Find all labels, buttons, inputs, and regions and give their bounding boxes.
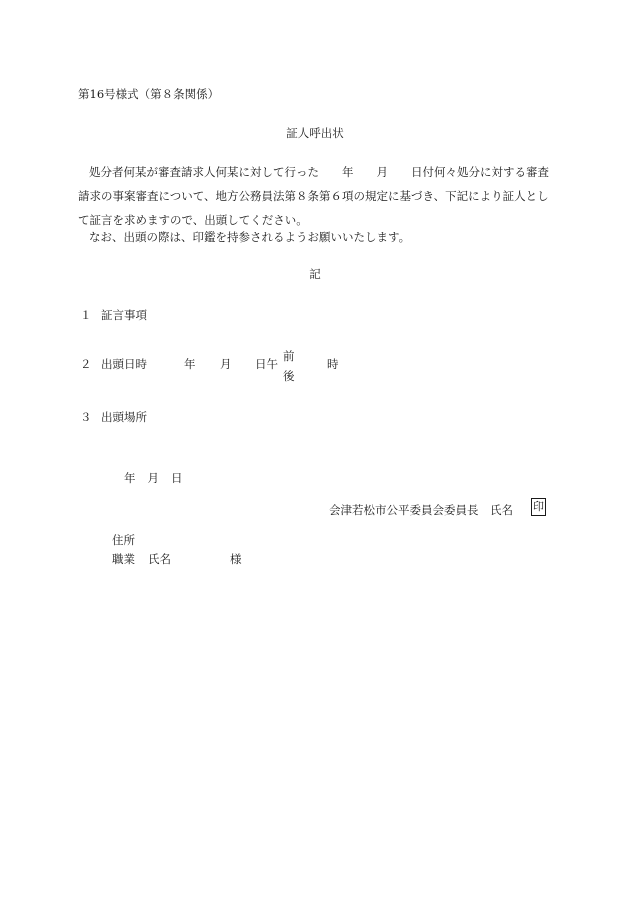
issue-month: 月 — [147, 471, 159, 485]
appearance-year: 年 — [184, 357, 196, 371]
seal-box: 印 — [531, 498, 546, 516]
body-paragraph-1: 処分者何某が審査請求人何某に対して行った 年 月 日付何々処分に対する審査請求の事案審査について、地方公務員法第８条第６項の規定に基づき、下記により証人として証言を求めますので、出頭してください。 — [78, 165, 549, 227]
form-number: 第16号様式（第８条関係） — [78, 87, 220, 101]
item-1-label: 証言事項 — [101, 308, 147, 322]
appearance-hour: 時 — [327, 357, 339, 371]
item-3-label: 出頭場所 — [101, 410, 147, 424]
ki-heading: 記 — [309, 267, 321, 281]
issuer-name: 会津若松市公平委員会委員長 氏名 — [329, 503, 513, 517]
item-3-number: ３ — [80, 410, 92, 424]
item-2-number: ２ — [80, 357, 92, 371]
am-option: 前 — [283, 349, 295, 363]
recipient-name-label: 氏名 — [148, 552, 171, 566]
pm-option: 後 — [283, 369, 295, 383]
issue-year: 年 — [124, 471, 136, 485]
body-paragraph-2: なお、出頭の際は、印鑑を持参されるようお願いいたします。 — [89, 230, 411, 244]
item-2-label: 出頭日時 — [101, 357, 147, 371]
item-1-number: １ — [80, 308, 92, 322]
issue-day: 日 — [171, 471, 183, 485]
am-pm-selector — [283, 346, 295, 386]
appearance-day: 日午 — [255, 357, 278, 371]
document-title: 証人呼出状 — [286, 126, 344, 140]
honorific: 様 — [230, 552, 242, 566]
appearance-month: 月 — [220, 357, 232, 371]
occupation-label: 職業 — [112, 552, 135, 566]
address-label: 住所 — [112, 533, 135, 547]
issue-date — [124, 470, 195, 486]
